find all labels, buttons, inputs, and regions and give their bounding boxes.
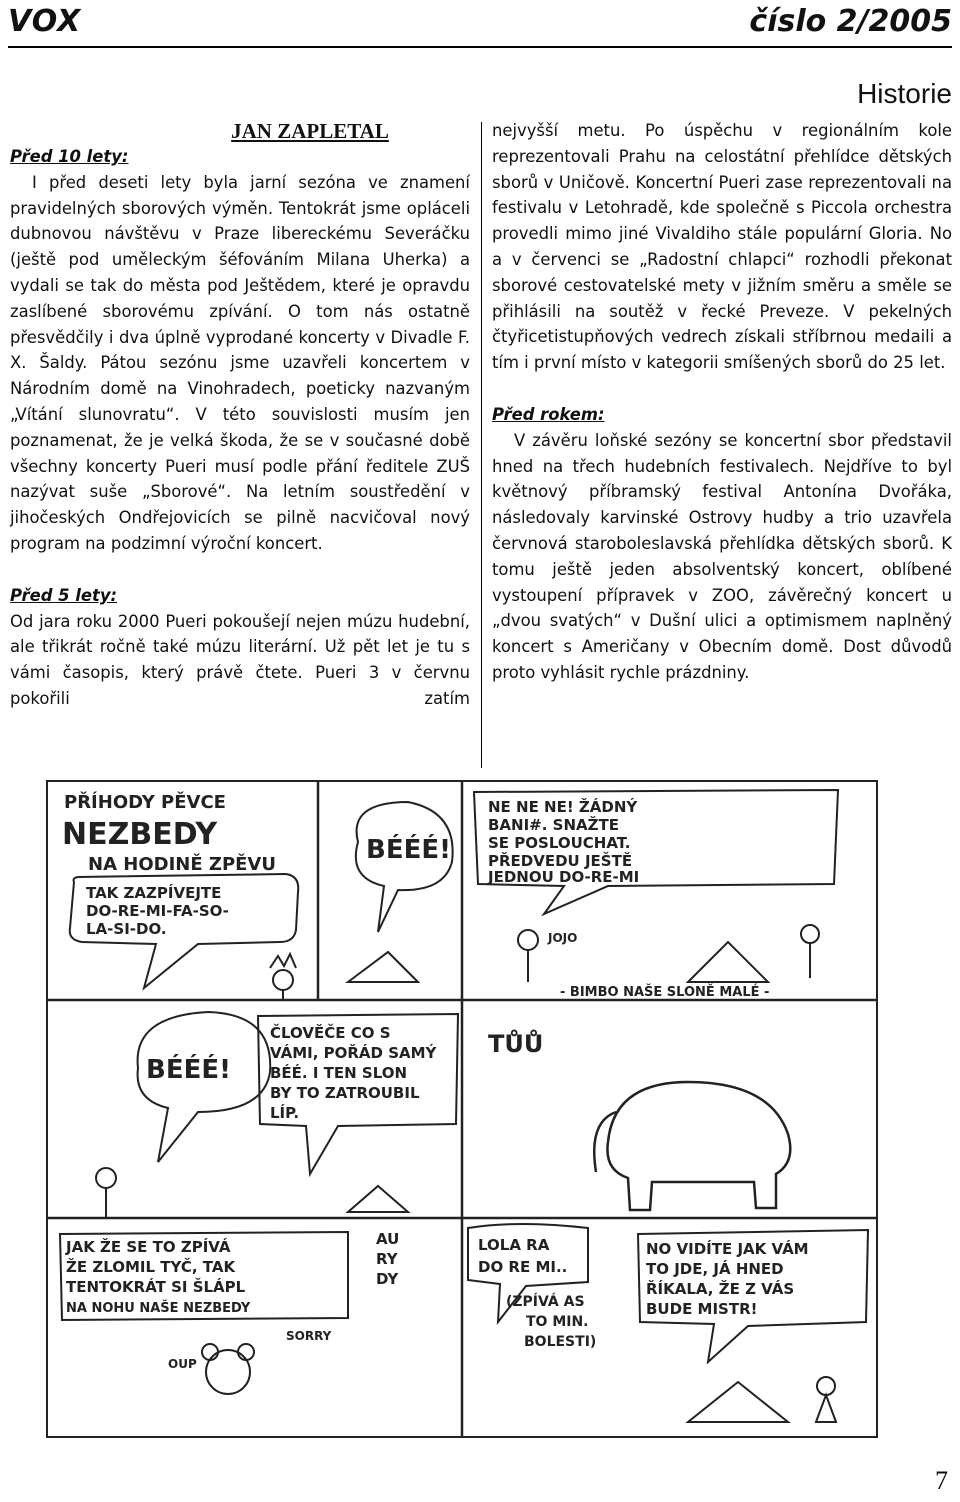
panel-4 bbox=[96, 1012, 270, 1218]
panel-1 bbox=[62, 791, 418, 1000]
bubble-3-line-1: NE NE NE! ŽÁDNÝ bbox=[488, 798, 638, 816]
bubble-5-line-2: VÁMI, POŘÁD SAMÝ bbox=[270, 1044, 437, 1062]
panel-6 bbox=[60, 1232, 348, 1394]
piano-icon bbox=[348, 952, 418, 982]
piano-icon bbox=[688, 1382, 788, 1422]
magazine-title: VOX bbox=[8, 4, 82, 39]
speech-bubble bbox=[356, 802, 453, 932]
piano-icon bbox=[348, 1186, 408, 1212]
bubble-1-line-2: DO-RE-MI-FA-SO- bbox=[86, 902, 229, 920]
bubble-3-line-4: PŘEDVEDU JEŠTĚ bbox=[488, 852, 633, 870]
sorry-label: SORRY bbox=[286, 1329, 332, 1343]
bubble-6-line-2: ŽE ZLOMIL TYČ, TAK bbox=[66, 1258, 236, 1276]
paragraph-last-year: V závěru loňské sezóny se koncertní sbor představil hned na třech hudebních festivalech. Nejdříve to byl květnový příbramský festival Antonína Dvořáka, následovaly karvinské Ostrovy hudby a trio uzavřela červnová staroboleslavská přehlídka dětských sborů. K tomu ještě jeden absolventský koncert, oblíbené vystoupení přípravek v ZOO, závěrečný koncert u „dvou svatých“ v Dušní ulici a optimismem naplněný koncert s Američany v Obecním domě. Dost důvodů proto vyhlásit rychle prázdniny. bbox=[492, 430, 952, 682]
jojo-label: JOJO bbox=[548, 931, 578, 945]
bubble-6-line-3: TENTOKRÁT SI ŠLÁPL bbox=[66, 1278, 246, 1296]
comic-title-2: NEZBEDY bbox=[62, 817, 218, 852]
oup-label: OUP bbox=[168, 1357, 197, 1371]
panel-3 bbox=[474, 790, 838, 1000]
bubble-8-line-4: BUDE MISTR! bbox=[646, 1300, 758, 1318]
heading-last-year: Před rokem: bbox=[492, 404, 605, 424]
teacher-figure bbox=[518, 930, 538, 982]
left-column bbox=[10, 118, 470, 712]
bubble-8-line-1: NO VIDÍTE JAK VÁM bbox=[646, 1240, 809, 1258]
column-divider bbox=[481, 122, 482, 768]
bubble-1-line-3: LA-SI-DO. bbox=[86, 920, 167, 938]
piano-icon bbox=[688, 942, 768, 982]
bubble-6-line-1: JAK ŽE SE TO ZPÍVÁ bbox=[66, 1238, 231, 1256]
girl-figure bbox=[816, 1377, 836, 1422]
right-column bbox=[492, 118, 952, 686]
au-line-2: RY bbox=[376, 1250, 398, 1268]
paragraph-10-years: I před deseti lety byla jarní sezóna ve znamení pravidelných sborových výměn. Tentokrát jsme opláceli dubnovou návštěvu v Praze libereckému Severáčku (ještě pod uměleckým šéfováním Milana Uherka) a vydali se tak do města pod Ještědem, které je opravdu zaslíbené sborovému zpívání. O tom nás ostatně přesvědčily i dva úplně vyprodané koncerty v Divadle F. X. Šaldy. Pátou sezónu jsme uzavřeli koncertem v Národním domě na Vinohradech, poeticky nazvaným „Vítání slunovratu“. V této souvislosti musím jen poznamenat, že je velká škoda, že se v současné době všechny koncerty Pueri musí podle přání ředitele ZUŠ nazývat suše „Sborové“. Na letním soustředění v jihočeských Ondřejovicích se pilně nacvičoval nový program na podzimní výroční koncert. bbox=[10, 172, 470, 553]
panel-8 bbox=[638, 1230, 868, 1422]
heading-10-years: Před 10 lety: bbox=[10, 147, 129, 166]
trumpet-sound: TŮŮ bbox=[488, 1030, 544, 1058]
page-header bbox=[8, 0, 952, 48]
section-title: Historie bbox=[857, 78, 952, 109]
comic-strip bbox=[46, 780, 878, 1438]
bubble-1-line-1: TAK ZAZPÍVEJTE bbox=[86, 884, 222, 902]
boy-figure bbox=[96, 1168, 116, 1218]
au-line-3: DY bbox=[376, 1270, 399, 1288]
author-name: JAN ZAPLETAL bbox=[231, 119, 389, 143]
heading-5-years: Před 5 lety: bbox=[10, 585, 118, 605]
bimbo-song: - BIMBO NAŠE SLONĚ MALÉ - bbox=[560, 985, 770, 1000]
spacer bbox=[492, 376, 952, 402]
bubble-4-text: BÉÉÉ! bbox=[146, 1055, 231, 1085]
bubble-3-line-3: SE POSLOUCHAT. bbox=[488, 834, 631, 852]
zpiva-line-2: TO MIN. bbox=[526, 1314, 589, 1330]
page-number: 7 bbox=[935, 1466, 948, 1495]
lola-line-2: DO RE MI.. bbox=[478, 1258, 568, 1276]
bubble-5-line-1: ČLOVĚČE CO S bbox=[270, 1024, 391, 1042]
bear-figure bbox=[202, 1344, 254, 1394]
paragraph-continued: nejvyšší metu. Po úspěchu v regionálním kole reprezentovali Prahu na celostátní přehlídce dětských sborů v Uničově. Koncertní Pueri zase reprezentovali na festivalu v Letohradě, kde společně s Piccola orchestra provedli mimo jiné Vivaldiho stále populární Gloria. No a v červenci se „Radostní chlapci“ rozhodli překonat sborové cestovatelské mety v jižním směru a směle se přihlásili na soutěž v řecké Preveze. V pekelných čtyřicetistupňových vedrech získali stříbrnou medaili a tím i první místo v kategorii smíšených sborů do 25 let. bbox=[492, 121, 952, 373]
bubble-8-line-3: ŘÍKALA, ŽE Z VÁS bbox=[646, 1280, 795, 1298]
boy-figure bbox=[801, 925, 819, 978]
au-line-1: AU bbox=[376, 1230, 400, 1248]
bubble-2-text: BÉÉÉ! bbox=[366, 835, 451, 865]
issue-number: číslo 2/2005 bbox=[749, 4, 952, 39]
paragraph-5-years: Od jara roku 2000 Pueri pokoušejí nejen múzu hudební, ale třikrát ročně také múzu literární. Už pět let je tu s vámi časopis, který právě čtete. Pueri 3 v červnu pokořili zatím bbox=[10, 611, 470, 708]
zpiva-line-1: (ZPÍVÁ AS bbox=[506, 1294, 585, 1310]
bubble-3-line-5: JEDNOU DO-RE-MI bbox=[488, 868, 640, 886]
comic-title-1: PŘÍHODY PĚVCE bbox=[64, 792, 226, 813]
panel-7 bbox=[376, 1224, 596, 1350]
elephant-icon bbox=[594, 1082, 790, 1210]
bubble-6-line-4: NA NOHU NAŠE NEZBEDY bbox=[66, 1301, 251, 1316]
panel-5 bbox=[258, 1014, 790, 1212]
bubble-5-line-3: BÉÉ. I TEN SLON bbox=[270, 1064, 408, 1082]
speech-bubble bbox=[138, 1012, 271, 1162]
bubble-8-line-2: TO JDE, JÁ HNED bbox=[646, 1260, 784, 1278]
comic-title-3: NA HODINĚ ZPĚVU bbox=[88, 854, 276, 875]
zpiva-line-3: BOLESTI) bbox=[524, 1334, 597, 1350]
teacher-figure bbox=[270, 954, 296, 1000]
bubble-5-line-5: LÍP. bbox=[270, 1104, 300, 1122]
bubble-5-line-4: BY TO ZATROUBIL bbox=[270, 1084, 420, 1102]
spacer bbox=[10, 557, 470, 583]
bubble-3-line-2: BANI#. SNAŽTE bbox=[488, 816, 619, 834]
lola-line-1: LOLA RA bbox=[478, 1236, 550, 1254]
panel-2 bbox=[356, 802, 453, 932]
